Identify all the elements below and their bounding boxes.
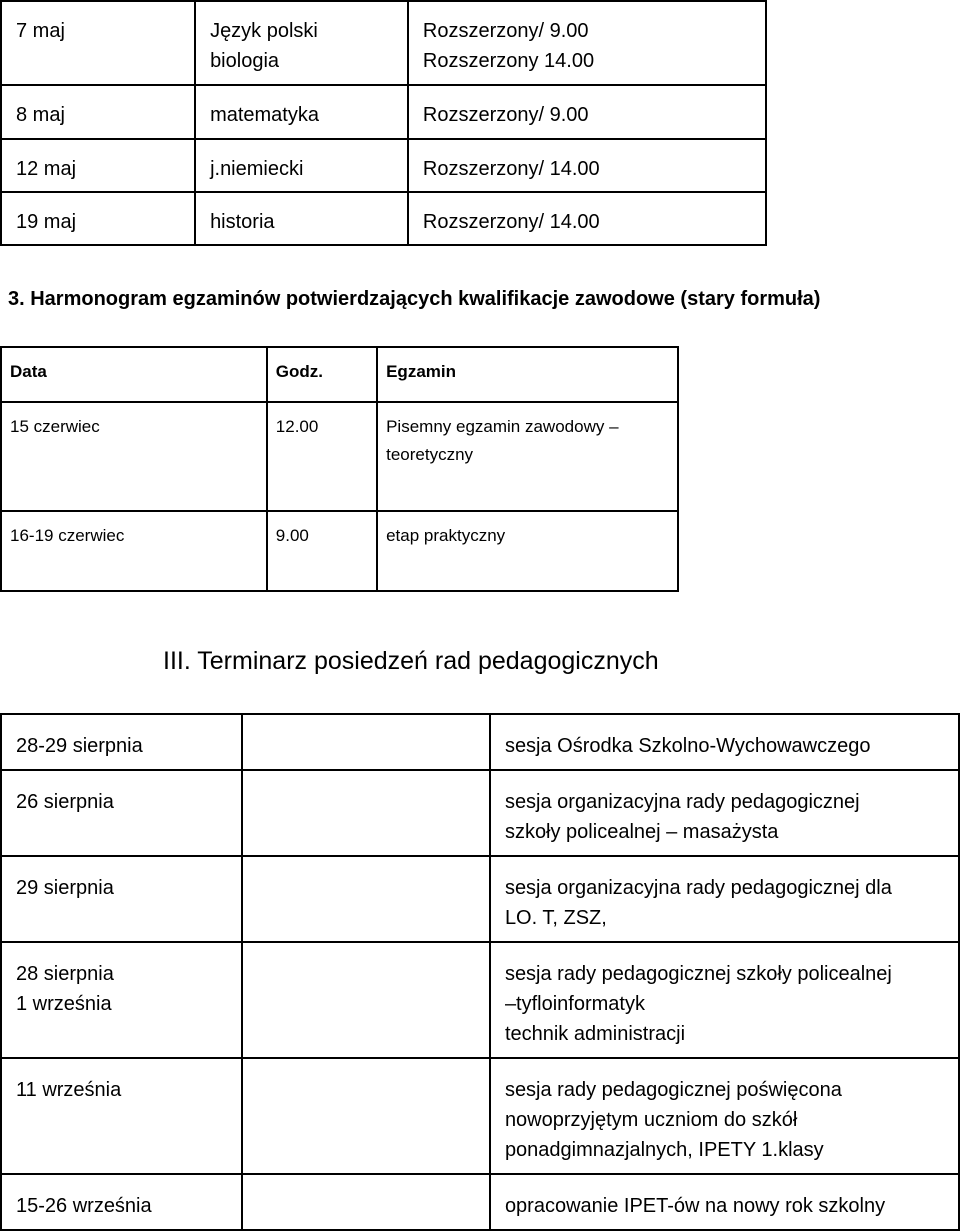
- matura-schedule-table: [0, 0, 767, 246]
- table-row: [1, 192, 766, 245]
- description-cell: sesja Ośrodka Szkolno-Wychowawczego: [490, 714, 959, 770]
- subject-cell: Język polski biologia: [195, 1, 408, 85]
- time-cell: 12.00: [267, 402, 377, 511]
- table-row: [1, 942, 959, 1058]
- date-cell: 16-19 czerwiec: [1, 511, 267, 591]
- table-row: [1, 85, 766, 139]
- time-cell: 9.00: [267, 511, 377, 591]
- description-cell: sesja rady pedagogicznej szkoły policealnej –tyfloinformatyk technik administracji: [490, 942, 959, 1058]
- exam-cell: etap praktyczny: [377, 511, 678, 591]
- description-cell: sesja organizacyjna rady pedagogicznej dla LO. T, ZSZ,: [490, 856, 959, 942]
- council-meetings-table: [0, 713, 960, 1231]
- level-cell: Rozszerzony/ 9.00 Rozszerzony 14.00: [408, 1, 766, 85]
- header-date: Data: [1, 347, 267, 402]
- level-cell: Rozszerzony/ 14.00: [408, 192, 766, 245]
- table-row: [1, 511, 678, 591]
- date-cell: 29 sierpnia: [1, 856, 242, 942]
- date-cell: 15-26 września: [1, 1174, 242, 1230]
- date-cell: 28-29 sierpnia: [1, 714, 242, 770]
- table-row: [1, 714, 959, 770]
- level-cell: Rozszerzony/ 9.00: [408, 85, 766, 139]
- table-row: [1, 1174, 959, 1230]
- level-cell: Rozszerzony/ 14.00: [408, 139, 766, 192]
- table-header-row: [1, 347, 678, 402]
- date-cell: 8 maj: [1, 85, 195, 139]
- description-cell: sesja rady pedagogicznej poświęcona nowoprzyjętym uczniom do szkół ponadgimnazjalnych, IPETY 1.klasy: [490, 1058, 959, 1174]
- section-3-heading: 3. Harmonogram egzaminów potwierdzających kwalifikacje zawodowe (stary formuła): [8, 288, 821, 310]
- subject-cell: historia: [195, 192, 408, 245]
- subject-cell: j.niemiecki: [195, 139, 408, 192]
- table-row: [1, 1, 766, 85]
- date-cell: 12 maj: [1, 139, 195, 192]
- date-cell: 15 czerwiec: [1, 402, 267, 511]
- header-exam: Egzamin: [377, 347, 678, 402]
- empty-cell: [242, 770, 490, 856]
- table-row: [1, 139, 766, 192]
- empty-cell: [242, 714, 490, 770]
- table-row: [1, 856, 959, 942]
- description-cell: opracowanie IPET-ów na nowy rok szkolny: [490, 1174, 959, 1230]
- description-cell: sesja organizacyjna rady pedagogicznej szkoły policealnej – masażysta: [490, 770, 959, 856]
- date-cell: 11 września: [1, 1058, 242, 1174]
- table-row: [1, 1058, 959, 1174]
- vocational-exam-table: [0, 346, 679, 592]
- empty-cell: [242, 942, 490, 1058]
- header-time: Godz.: [267, 347, 377, 402]
- exam-cell: Pisemny egzamin zawodowy – teoretyczny: [377, 402, 678, 511]
- empty-cell: [242, 856, 490, 942]
- empty-cell: [242, 1174, 490, 1230]
- section-iii-heading: III. Terminarz posiedzeń rad pedagogicznych: [163, 647, 659, 675]
- date-cell: 19 maj: [1, 192, 195, 245]
- date-cell: 26 sierpnia: [1, 770, 242, 856]
- table-row: [1, 770, 959, 856]
- empty-cell: [242, 1058, 490, 1174]
- date-cell: 7 maj: [1, 1, 195, 85]
- table-row: [1, 402, 678, 511]
- subject-cell: matematyka: [195, 85, 408, 139]
- date-cell: 28 sierpnia 1 września: [1, 942, 242, 1058]
